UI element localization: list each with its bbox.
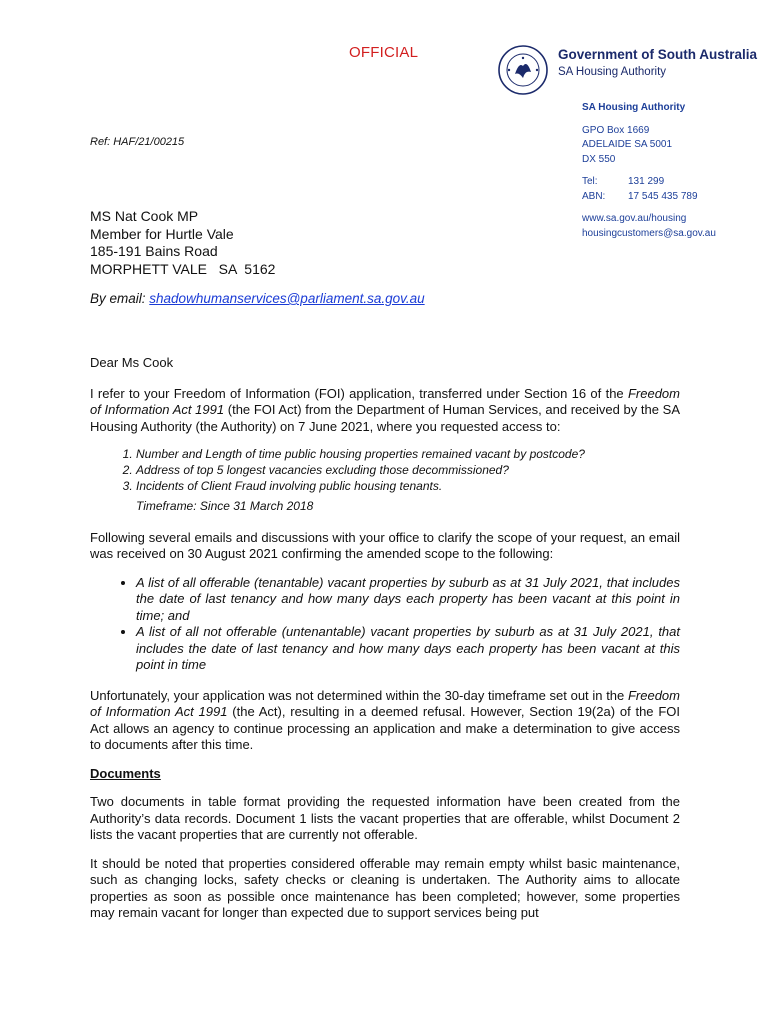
act-title: Freedom of Information Act 1991 bbox=[90, 687, 680, 720]
address-line: ADELAIDE SA 5001 bbox=[582, 139, 673, 150]
by-email-line bbox=[90, 291, 425, 306]
list-item: 1. Number and Length of time public housing properties remained vacant by postcode? bbox=[136, 447, 680, 463]
section-heading: Documents bbox=[90, 765, 161, 781]
address-line: GPO Box 1669 bbox=[582, 124, 650, 136]
text-run: Unfortunately, your application was not determined within the 30-day timeframe set out in the bbox=[90, 687, 628, 703]
by-email-label: By email: bbox=[90, 291, 150, 306]
tel-label: Tel: bbox=[582, 176, 598, 187]
text-run: (the FOI Act) from the Department of Human Services, and received by the SA Housing Authority (the Authority) on 7 June 2021, where you requested access to: bbox=[90, 402, 680, 434]
website-link[interactable]: www.sa.gov.au/housing bbox=[582, 213, 687, 224]
recipient-line: Member for Hurtle Vale bbox=[90, 225, 234, 242]
agency-name: SA Housing Authority bbox=[558, 66, 667, 78]
recipient-email-link[interactable]: shadowhumanservices@parliament.sa.gov.au bbox=[149, 291, 425, 306]
recipient-line: MORPHETT VALE SA 5162 bbox=[90, 260, 276, 277]
paragraph-deemed-refusal bbox=[90, 688, 680, 754]
list-item: 3. Incidents of Client Fraud involving public housing tenants. bbox=[136, 479, 680, 495]
contact-email-link[interactable]: housingcustomers@sa.gov.au bbox=[582, 227, 716, 239]
contact-heading: SA Housing Authority bbox=[582, 102, 686, 113]
text-run: (the Act), resulting in a deemed refusal. However, Section 19(2a) of the FOI Act allows an agency to continue processing an application and make a determination to give access to documents after this time. bbox=[90, 704, 680, 753]
paragraph-scope: Following several emails and discussions with your office to clarify the scope of your request, an email was received on 30 August 2021 confirming the amended scope to the following: bbox=[90, 529, 680, 562]
recipient-line: 185-191 Bains Road bbox=[90, 243, 218, 259]
agency-contact-block bbox=[582, 101, 716, 241]
recipient-address bbox=[90, 208, 275, 278]
paragraph-documents: Two documents in table format providing the requested information have been created from the Authority’s data records. Document 1 lists the vacant properties that are offerable, whilst Document 2 lists the vacant properties that are currently not offerable. bbox=[90, 794, 680, 843]
letter-body bbox=[90, 355, 680, 934]
government-name: Government of South Australia bbox=[558, 47, 758, 62]
tel-value: 131 299 bbox=[628, 176, 665, 187]
state-emblem-icon bbox=[497, 44, 549, 96]
act-title: Freedom of Information Act 1991 bbox=[90, 385, 680, 417]
list-item: 2. Address of top 5 longest vacancies excluding those decommissioned? bbox=[136, 463, 680, 479]
timeframe: Timeframe: Since 31 March 2018 bbox=[136, 499, 314, 514]
classification-marking: OFFICIAL bbox=[349, 44, 419, 61]
text-run: I refer to your Freedom of Information (FOI) application, transferred under Section 16 of the bbox=[90, 385, 628, 401]
scope-list bbox=[90, 575, 680, 674]
recipient-line: MS Nat Cook MP bbox=[90, 208, 199, 224]
paragraph-intro bbox=[90, 386, 680, 436]
abn-value: 17 545 435 789 bbox=[628, 190, 698, 202]
request-list bbox=[90, 447, 680, 494]
abn-label: ABN: bbox=[582, 190, 606, 202]
address-line: DX 550 bbox=[582, 153, 616, 165]
reference-number: Ref: HAF/21/00215 bbox=[90, 136, 185, 148]
salutation: Dear Ms Cook bbox=[90, 355, 174, 370]
paragraph-offerable: It should be noted that properties considered offerable may remain empty whilst basic maintenance, such as changing locks, safety checks or cleaning is undertaken. The Authority aims to allocate properties as soon as possible once maintenance has been completed; however, some properties may remain vacant for longer than expected due to support services being put bbox=[90, 855, 680, 921]
list-item: • A list of all not offerable (untenantable) vacant properties by suburb as at 31 July 2021, that includes the date of last tenancy and how many days each property has been vacant at this point in time bbox=[136, 624, 680, 674]
list-item: • A list of all offerable (tenantable) vacant properties by suburb as at 31 July 2021, that includes the date of last tenancy and how many days each property has been vacant at this point in time; and bbox=[136, 575, 680, 625]
